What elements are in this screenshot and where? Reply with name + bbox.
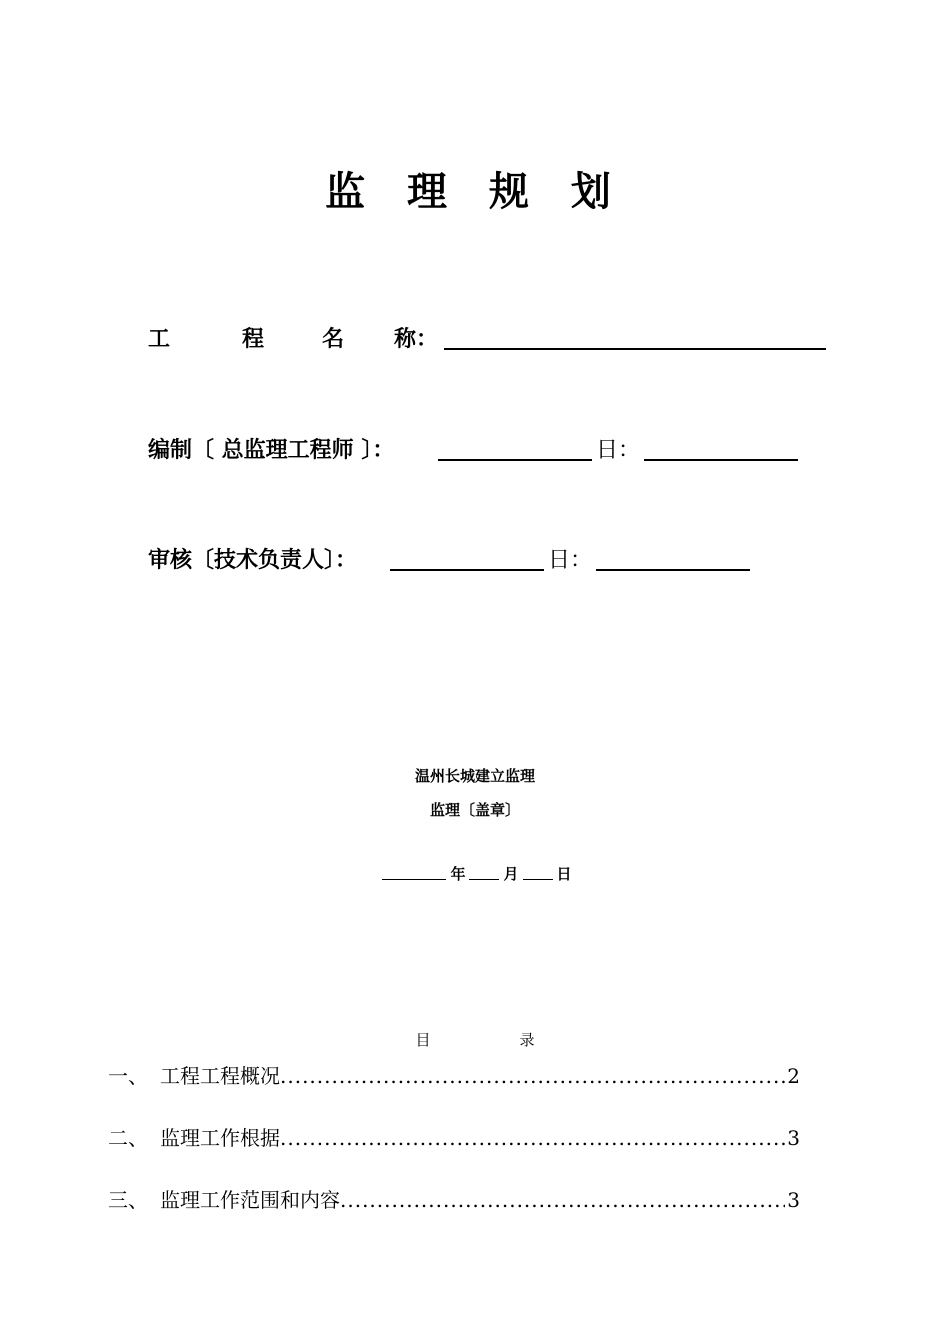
reviewer-date-label: 日： — [548, 548, 593, 573]
toc-item-number: 三、 — [108, 1188, 148, 1212]
compiler-signature-field[interactable] — [438, 437, 592, 461]
reviewer-label: 审核〔技术负责人〕： — [148, 548, 358, 573]
compiler-label: 编制〔 总监理工程师 〕： — [148, 438, 395, 463]
compiler-date-label: 日： — [596, 438, 641, 463]
year-field[interactable] — [382, 865, 446, 880]
toc-item-page: 3 — [787, 1188, 800, 1212]
toc-dot-leader — [280, 1064, 785, 1088]
toc-item-page: 3 — [787, 1126, 800, 1150]
day-label: 日 — [556, 865, 572, 883]
reviewer-date-field[interactable] — [596, 547, 750, 571]
project-name-label-char: 称： — [394, 327, 439, 352]
signing-date — [0, 863, 950, 884]
compiler-date-field[interactable] — [644, 437, 798, 461]
project-name-label-char: 工 — [148, 327, 171, 352]
day-field[interactable] — [523, 865, 553, 880]
company-name: 温州长城建立监理 — [414, 767, 535, 785]
project-name-label-char: 名 — [322, 327, 345, 352]
toc-item-text: 工程工程概况 — [160, 1064, 280, 1088]
toc-item-number: 二、 — [108, 1126, 148, 1150]
toc-item-text: 监理工作范围和内容 — [160, 1188, 340, 1212]
month-label: 月 — [503, 865, 519, 883]
toc-item-page: 2 — [787, 1064, 800, 1088]
reviewer-signature-field[interactable] — [390, 547, 544, 571]
toc-item-text: 监理工作根据 — [160, 1126, 280, 1150]
month-field[interactable] — [469, 865, 499, 880]
toc-title — [0, 1029, 950, 1050]
reviewer-row — [148, 543, 754, 574]
toc-title-char: 目 — [415, 1031, 431, 1049]
toc-item[interactable] — [108, 1122, 800, 1151]
toc-dot-leader — [280, 1126, 785, 1150]
year-label: 年 — [450, 865, 466, 883]
compiler-row — [148, 433, 802, 464]
project-name-row — [148, 322, 830, 353]
project-name-label-char: 程 — [242, 327, 265, 352]
toc-item-number: 一、 — [108, 1064, 148, 1088]
toc-title-char: 录 — [519, 1031, 535, 1049]
toc-item[interactable] — [108, 1184, 800, 1213]
toc-item[interactable] — [108, 1060, 800, 1089]
document-title: 监 理 规 划 — [325, 169, 625, 215]
toc-dot-leader — [340, 1188, 785, 1212]
company-stamp: 监理〔盖章〕 — [429, 801, 520, 819]
project-name-field[interactable] — [444, 326, 826, 350]
